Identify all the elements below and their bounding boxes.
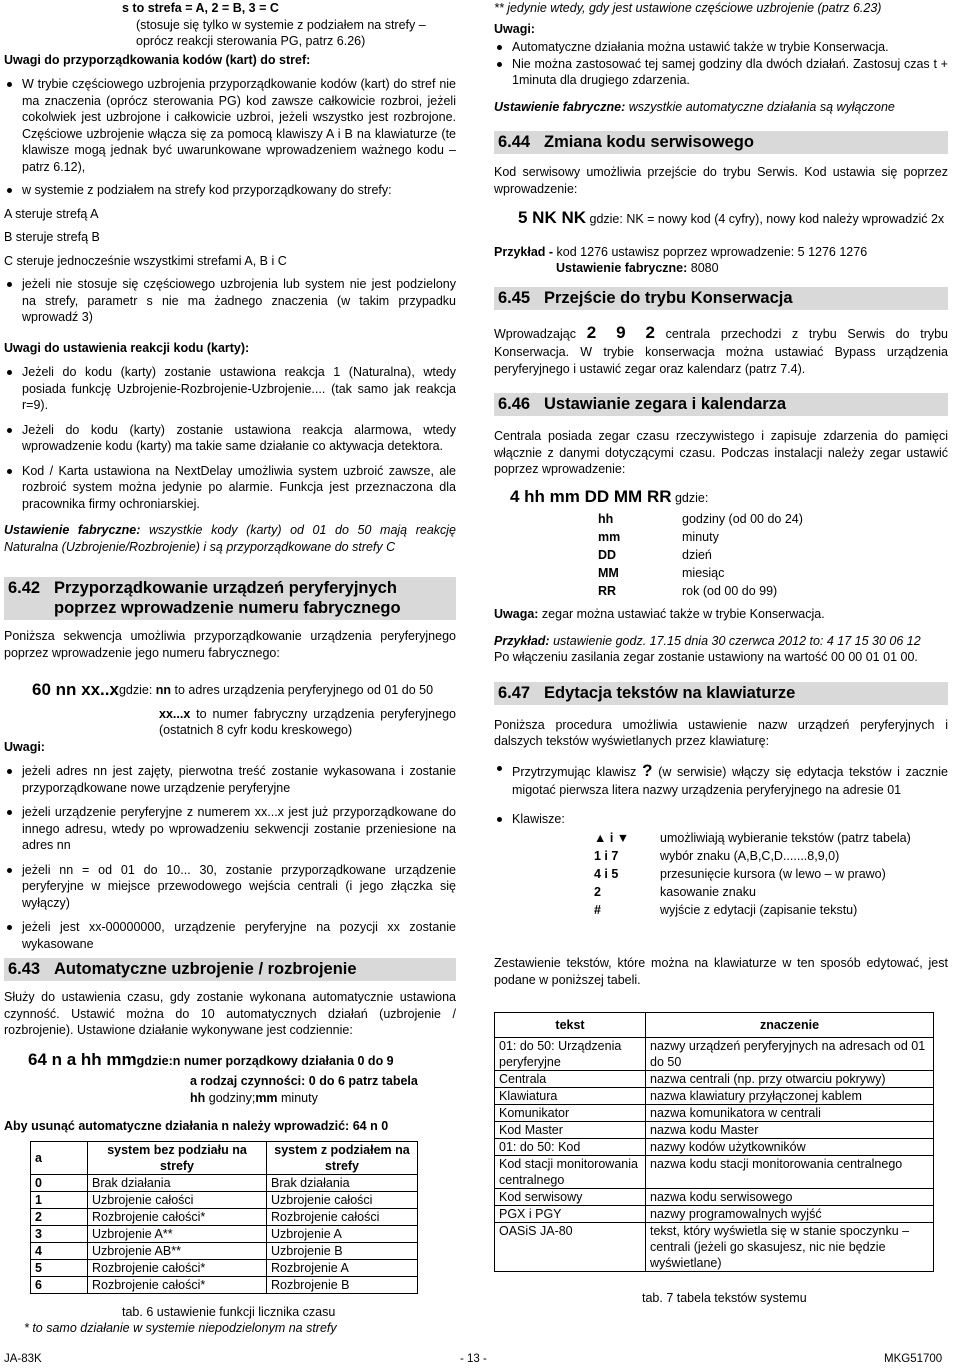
clock-example: Przykład: ustawienie godz. 17.15 dnia 30 czerwca 2012 to: 4 17 15 30 06 12 bbox=[494, 633, 921, 648]
table-cell: Rozbrojenie B bbox=[267, 1276, 418, 1293]
table-cell: OASiS JA-80 bbox=[495, 1223, 646, 1272]
system-texts-table bbox=[494, 1012, 934, 1272]
section-6-44-heading: 6.44 Zmiana kodu serwisowego bbox=[494, 131, 948, 154]
table-cell: nazwa klawiatury przyłączonej kablem bbox=[646, 1088, 934, 1105]
table-header: system bez podziału na strefy bbox=[88, 1141, 267, 1174]
table-cell: 5 bbox=[31, 1259, 88, 1276]
reaction-heading: Uwagi do ustawienia reakcji kodu (karty): bbox=[4, 340, 250, 355]
table-cell: nazwa kodu Master bbox=[646, 1122, 934, 1139]
table-row bbox=[495, 1071, 934, 1088]
section-6-45-text: Wprowadzając 2 9 2 centrala przechodzi z trybu Serwis do trybu Konserwacja. W trybie konserwacja można ustawiać Bypass urządzenia peryferyjnego i ustawić zegar oraz kalendarz (patrz 7.4). bbox=[494, 322, 949, 376]
definition-row bbox=[598, 528, 803, 546]
table-cell: godziny (od 00 do 24) bbox=[682, 512, 803, 527]
table-cell: nazwa kodu stacji monitorowania centralnego bbox=[646, 1156, 934, 1189]
table-cell: PGX i PGY bbox=[495, 1206, 646, 1223]
sequence-5: 5 NK NK gdzie: NK = nowy kod (4 cyfry), nowy kod należy wprowadzić 2x bbox=[518, 208, 945, 228]
list-item: Klawisze: bbox=[494, 811, 948, 828]
section-6-42-notes-label: Uwagi: bbox=[4, 739, 45, 754]
table-cell: Klawiatura bbox=[495, 1088, 646, 1105]
table-row bbox=[495, 1206, 934, 1223]
definition-row bbox=[598, 546, 803, 564]
table-row bbox=[31, 1191, 418, 1208]
table-row bbox=[495, 1088, 934, 1105]
table-cell: rok (od 00 do 99) bbox=[682, 584, 778, 599]
list-item: Przytrzymując klawisz ? (w serwisie) włączy się edytacja tekstów i zacznie migotać pierwsza litera nazwy urządzenia peryferyjnego na adresie 01 bbox=[494, 760, 948, 799]
section-6-47-heading: 6.47 Edytacja tekstów na klawiaturze bbox=[494, 682, 948, 705]
table-header: a bbox=[31, 1141, 88, 1174]
section-6-46-heading: 6.46 Ustawianie zegara i kalendarza bbox=[494, 393, 948, 416]
key-row bbox=[594, 901, 948, 919]
assign-heading: Uwagi do przyporządkowania kodów (kart) do stref: bbox=[4, 52, 311, 67]
factory-setting-codes: Ustawienie fabryczne: wszystkie kody (karty) od 01 do 50 mają reakcję Naturalna (Uzbrojenie/Rozbrojenie) i są przyporządkowane do strefy C bbox=[4, 523, 457, 554]
table-cell: minuty bbox=[682, 530, 719, 545]
left-column bbox=[4, 0, 456, 1337]
table-row bbox=[495, 1105, 934, 1122]
table-row bbox=[31, 1208, 418, 1225]
table-header: tekst bbox=[495, 1013, 646, 1038]
table-cell: Brak działania bbox=[267, 1174, 418, 1191]
table-cell: Rozbrojenie całości* bbox=[88, 1259, 267, 1276]
table-cell: wyjście z edytacji (zapisanie tekstu) bbox=[660, 903, 858, 918]
table-cell: Uzbrojenie AB** bbox=[88, 1242, 267, 1259]
section-6-42-notes bbox=[4, 763, 456, 952]
table-cell: nazwy urządzeń peryferyjnych na adresach od 01 do 50 bbox=[646, 1038, 934, 1071]
table-row bbox=[31, 1242, 418, 1259]
service-code-factory: Ustawienie fabryczne: 8080 bbox=[556, 261, 719, 276]
list-item: jeżeli nie stosuje się częściowego uzbrojenia lub system nie jest podzielony na strefy, parametr s nie ma żadnego znaczenia (w takim przypadku wprowadź 3) bbox=[4, 276, 456, 326]
definition-row bbox=[598, 564, 803, 582]
section-6-47-intro: Poniższa procedura umożliwia ustawienie nazw urządzeń peryferyjnych i dalszych tekstów wyświetlanych przez klawiaturę: bbox=[494, 717, 948, 749]
table-cell: Centrala bbox=[495, 1071, 646, 1088]
table-cell: 3 bbox=[31, 1225, 88, 1242]
table-cell: Uzbrojenie A** bbox=[88, 1225, 267, 1242]
table-cell: Rozbrojenie A bbox=[267, 1259, 418, 1276]
table-cell: wybór znaku (A,B,C,D.......8,9,0) bbox=[660, 849, 840, 864]
table-cell: Kod stacji monitorowania centralnego bbox=[495, 1156, 646, 1189]
notes-label: Uwagi: bbox=[494, 21, 535, 36]
zone-b-line: B steruje strefą B bbox=[4, 230, 100, 244]
keys-table bbox=[594, 829, 948, 919]
partial-arm-note: ** jedynie wtedy, gdy jest ustawione częściowe uzbrojenie (patrz 6.23) bbox=[494, 1, 882, 15]
texts-summary: Zestawienie tekstów, które można na klawiaturze w ten sposób edytować, jest podane w poniższej tabeli. bbox=[494, 956, 948, 987]
table-row bbox=[495, 1038, 934, 1071]
list-item: Kod / Karta ustawiona na NextDelay umożliwia system uzbroić zawsze, ale rozbroić system można jedynie po alarmie. Funkcja jest przeznaczona dla pracownika firmy ochroniarskiej. bbox=[4, 463, 456, 513]
definition-row bbox=[598, 510, 803, 528]
table-cell: Uzbrojenie B bbox=[267, 1242, 418, 1259]
table-cell: miesiąc bbox=[682, 566, 725, 581]
auto-notes bbox=[494, 39, 948, 89]
table-row bbox=[495, 1223, 934, 1272]
section-6-43-heading: 6.43 Automatyczne uzbrojenie / rozbrojenie bbox=[4, 958, 456, 981]
table-cell: Rozbrojenie całości* bbox=[88, 1276, 267, 1293]
table-cell: nazwy programowalnych wyjść bbox=[646, 1206, 934, 1223]
list-item: w systemie z podziałem na strefy kod przyporządkowany do strefy: bbox=[4, 182, 456, 199]
table-cell: hh bbox=[598, 512, 614, 527]
reaction-list bbox=[4, 364, 456, 512]
key-row bbox=[594, 883, 948, 901]
sequence-60: 60 nn xx..x gdzie: nn to adres urządzenia peryferyjnego od 01 do 50 bbox=[32, 680, 434, 700]
table-header: system z podziałem na strefy bbox=[267, 1141, 418, 1174]
action-type-desc: a rodzaj czynności: 0 do 6 patrz tabela bbox=[190, 1074, 418, 1089]
table-cell: Rozbrojenie całości bbox=[267, 1208, 418, 1225]
table-cell: Kod Master bbox=[495, 1122, 646, 1139]
time-desc: hh godziny;mm minuty bbox=[190, 1090, 318, 1105]
table-cell: nazwa kodu serwisowego bbox=[646, 1189, 934, 1206]
table-cell: Uzbrojenie A bbox=[267, 1225, 418, 1242]
table-cell: 0 bbox=[31, 1174, 88, 1191]
table-cell: Rozbrojenie całości* bbox=[88, 1208, 267, 1225]
section-6-45-heading: 6.45 Przejście do trybu Konserwacja bbox=[494, 287, 948, 310]
table-row bbox=[31, 1225, 418, 1242]
table-cell: Komunikator bbox=[495, 1105, 646, 1122]
question-key-icon: ? bbox=[642, 760, 653, 780]
text-edit-steps bbox=[494, 760, 948, 827]
table-cell: Brak działania bbox=[88, 1174, 267, 1191]
assign-list bbox=[4, 76, 456, 199]
table-header-row bbox=[495, 1013, 934, 1038]
list-item: jeżeli jest xx-00000000, urządzenie peryferyjne na pozycji xx zostanie wykasowane bbox=[4, 919, 456, 952]
table-header: znaczenie bbox=[646, 1013, 934, 1038]
list-item: Jeżeli do kodu (karty) zostanie ustawiona reakcja 1 (Naturalna), wtedy posiada funkcję Uzbrojenie-Rozbrojenie-Uzbrojenie.... (tak samo jak reakcja r=9). bbox=[4, 364, 456, 414]
right-column bbox=[494, 0, 948, 1307]
table-cell: 1 i 7 bbox=[594, 849, 619, 864]
definition-row bbox=[598, 582, 803, 600]
table-cell: # bbox=[594, 903, 601, 918]
zone-param-line: s to strefa = A, 2 = B, 3 = C bbox=[122, 1, 279, 15]
assign-list-2 bbox=[4, 276, 456, 326]
zone-c-line: C steruje jednocześnie wszystkimi strefami A, B i C bbox=[4, 253, 287, 268]
footer-page-number: - 13 - bbox=[460, 1353, 487, 1365]
table-cell: RR bbox=[598, 584, 617, 599]
key-row bbox=[594, 865, 948, 883]
table-row bbox=[495, 1156, 934, 1189]
list-item: jeżeli adres nn jest zajęty, pierwotna treść zostanie wykasowana i zostanie przyporządkowane nowe urządzenie peryferyjne bbox=[4, 763, 456, 796]
list-item: Automatyczne działania można ustawić także w trybie Konserwacja. bbox=[494, 39, 948, 56]
list-item: jeżeli urządzenie peryferyjne z numerem xx...x jest już przyporządkowane do innego adresu, wtedy po wprowadzeniu sekwencji zostanie przeniesione na adres nn bbox=[4, 804, 456, 854]
table-row bbox=[31, 1276, 418, 1293]
section-6-43-intro: Służy do ustawienia czasu, gdy zostanie wykonana automatycznie ustawiona czynność. Ustawić można do 10 automatycznych działań (uzbrojenie / rozbrojenie). Ustawione działanie wykonywane jest codziennie: bbox=[4, 990, 456, 1038]
table-cell: nazwy kodów użytkowników bbox=[646, 1139, 934, 1156]
sequence-4: 4 hh mm DD MM RR gdzie: bbox=[510, 486, 709, 506]
footer-model: JA-83K bbox=[4, 1353, 42, 1365]
section-6-42-heading: 6.42 Przyporządkowanie urządzeń peryferyjnych poprzez wprowadzenie numeru fabrycznego bbox=[4, 577, 456, 620]
table-cell: przesunięcie kursora (w lewo – w prawo) bbox=[660, 867, 886, 882]
table-cell: ▲ i ▼ bbox=[594, 831, 630, 846]
clock-power-on: Po włączeniu zasilania zegar zostanie ustawiony na wartość 00 00 01 01 00. bbox=[494, 650, 918, 665]
zone-param-note: (stosuje się tylko w systemie z podziałem na strefy – oprócz reakcji sterowania PG, patrz 6.26) bbox=[136, 17, 426, 48]
table-row bbox=[495, 1189, 934, 1206]
table-cell: 1 bbox=[31, 1191, 88, 1208]
table-cell: mm bbox=[598, 530, 621, 545]
cancel-instruction: Aby usunąć automatyczne działania n należy wprowadzić: 64 n 0 bbox=[4, 1119, 389, 1134]
list-item: Jeżeli do kodu (karty) zostanie ustawiona reakcja alarmowa, wtedy wprowadzenie kodu (karty) ma takie same działanie co aktywacja detektora. bbox=[4, 422, 456, 455]
table-cell: nazwa komunikatora w centrali bbox=[646, 1105, 934, 1122]
key-row bbox=[594, 829, 948, 847]
table-cell: kasowanie znaku bbox=[660, 885, 756, 900]
table-cell: Uzbrojenie całości bbox=[88, 1191, 267, 1208]
table-cell: 6 bbox=[31, 1276, 88, 1293]
zone-a-line: A steruje strefą A bbox=[4, 206, 99, 221]
table-cell: 2 bbox=[31, 1208, 88, 1225]
table-cell: 01: do 50: Urządzenia peryferyjne bbox=[495, 1038, 646, 1071]
table-cell: tekst, który wyświetla się w stanie spoczynku – centrali (jeżeli go skasujesz, nic nie będzie wyświetlane) bbox=[646, 1223, 934, 1272]
list-item: W trybie częściowego uzbrojenia przyporządkowanie kodów (kart) do stref nie ma znaczenia (oprócz sterowania PG) kod zawsze całkowicie rozbroi, jeżeli cokolwiek jest uzbrojone i całkowicie uzbroi, jeżeli wszystko jest rozbrojone. Częściowe uzbrojenie włącza się za pomocą klawiszy A i B na klawiaturze (te klawisze mogą jednak być uwarunkowane wprowadzeniem ważnego kodu – patrz 6.12), bbox=[4, 76, 456, 175]
table-6-footnote: * to samo działanie w systemie niepodzielonym na strefy bbox=[24, 1321, 337, 1336]
table-6-caption: tab. 6 ustawienie funkcji licznika czasu bbox=[122, 1304, 336, 1319]
factory-setting-auto: Ustawienie fabryczne: wszystkie automatyczne działania są wyłączone bbox=[494, 99, 895, 114]
table-7-caption: tab. 7 tabela tekstów systemu bbox=[642, 1291, 807, 1306]
table-cell: 2 bbox=[594, 885, 601, 900]
table-row bbox=[31, 1174, 418, 1191]
table-cell: MM bbox=[598, 566, 619, 581]
sequence-64: 64 n a hh mm gdzie: n numer porządkowy działania 0 do 9 bbox=[28, 1049, 394, 1069]
key-row bbox=[594, 847, 948, 865]
auto-action-table bbox=[30, 1141, 418, 1294]
list-item: jeżeli nn = od 01 do 10... 30, zostanie przyporządkowane urządzenie peryferyjne w miejsce przewodowego wejścia centrali (i jego złączka się wyłączy) bbox=[4, 862, 456, 912]
table-cell: umożliwiają wybieranie tekstów (patrz tabela) bbox=[660, 831, 911, 846]
table-cell: nazwa centrali (np. przy otwarciu pokrywy) bbox=[646, 1071, 934, 1088]
section-6-44-intro: Kod serwisowy umożliwia przejście do trybu Serwis. Kod ustawia się poprzez wprowadzenie: bbox=[494, 165, 948, 196]
table-cell: Uzbrojenie całości bbox=[267, 1191, 418, 1208]
table-cell: 4 bbox=[31, 1242, 88, 1259]
footer-doc-code: MKG51700 bbox=[884, 1353, 943, 1365]
table-row bbox=[495, 1122, 934, 1139]
section-6-46-intro: Centrala posiada zegar czasu rzeczywistego i zapisuje zdarzenia do pamięci włącznie z danymi dotyczącymi czasu. Podczas instalacji należy zegar ustawić poprzez wprowadzenie: bbox=[494, 429, 948, 477]
service-code-example: Przykład - kod 1276 ustawisz poprzez wprowadzenie: 5 1276 1276 bbox=[494, 244, 868, 259]
table-row bbox=[31, 1259, 418, 1276]
table-header-row bbox=[31, 1141, 418, 1174]
table-cell: 01: do 50: Kod bbox=[495, 1139, 646, 1156]
table-row bbox=[495, 1139, 934, 1156]
clock-note: Uwaga: zegar można ustawiać także w trybie Konserwacja. bbox=[494, 607, 825, 622]
table-cell: DD bbox=[598, 548, 617, 563]
clock-definitions bbox=[598, 510, 803, 600]
table-cell: dzień bbox=[682, 548, 712, 563]
table-cell: 4 i 5 bbox=[594, 867, 619, 882]
section-6-42-intro: Poniższa sekwencja umożliwia przyporządkowanie urządzenia peryferyjnego poprzez wprowadzenie jego numeru fabrycznego: bbox=[4, 629, 456, 660]
serial-desc: xx...x to numer fabryczny urządzenia peryferyjnego (ostatnich 8 cyfr kodu kreskowego) bbox=[159, 706, 456, 738]
table-cell: Kod serwisowy bbox=[495, 1189, 646, 1206]
list-item: Nie można zastosować tej samej godziny dla dwóch działań. Zastosuj czas t + 1minuta dla drugiego zdarzenia. bbox=[494, 56, 948, 89]
